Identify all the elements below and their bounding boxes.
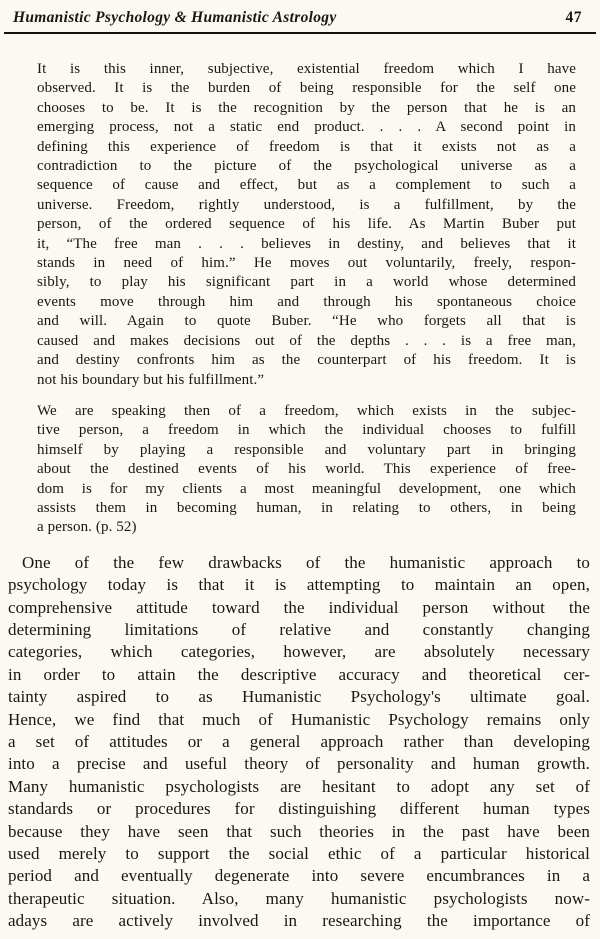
text-line: period and eventually degenerate into severe encumbrances in a [8, 866, 590, 886]
text-line: tive person, a freedom in which the individual chooses to fulfill [37, 422, 576, 439]
text-line: observed. It is the burden of being responsible for the self one [37, 80, 576, 97]
text-line: Many humanistic psychologists are hesitant to adopt any set of [8, 776, 590, 796]
text-line: categories, which categories, however, are absolutely necessary [8, 642, 590, 662]
text-line: dom is for my clients a most meaningful development, one which [37, 480, 576, 497]
text-line: a person. (p. 52) [37, 519, 137, 536]
body-paragraph [8, 552, 590, 933]
text-line: person, of the ordered sequence of his life. As Martin Buber put [37, 216, 576, 233]
text-line: chooses to be. It is the recognition by the person that he is an [37, 99, 576, 116]
text-line: psychology today is that it is attempting to maintain an open, [8, 575, 590, 595]
text-line: One of the few drawbacks of the humanistic approach to [22, 552, 590, 572]
text-line: assists them in becoming human, in relating to others, in being [37, 499, 576, 516]
text-line: about the destined events of his world. This experience of free- [37, 461, 576, 478]
text-line: not his boundary but his fulfillment.” [37, 371, 265, 388]
text-line: in order to attain the descriptive accuracy and theoretical cer- [8, 664, 590, 684]
text-line: and destiny confronts him as the counterpart of his freedom. It is [37, 352, 576, 369]
text-line: tainty aspired to as Humanistic Psychology's ultimate goal. [8, 687, 590, 707]
page-header [0, 9, 600, 27]
text-line: therapeutic situation. Also, many humanistic psychologists now- [8, 888, 590, 908]
block-quote-2 [37, 402, 576, 538]
running-title: Humanistic Psychology & Humanistic Astrology [13, 9, 337, 26]
text-line: used merely to support the social ethic of a particular historical [8, 844, 590, 864]
text-line: standards or procedures for distinguishing different human types [8, 799, 590, 819]
text-line: Hence, we find that much of Humanistic Psychology remains only [8, 709, 590, 729]
text-line: comprehensive attitude toward the individual person without the [8, 597, 590, 617]
text-line: determining limitations of relative and constantly changing [8, 619, 590, 639]
text-line: sequence of cause and effect, but as a complement to such a [37, 177, 576, 194]
text-line: It is this inner, subjective, existential freedom which I have [37, 61, 576, 77]
text-line: and will. Again to quote Buber. “He who forgets all that is [37, 313, 576, 330]
text-line: a set of attitudes or a general approach rather than developing [8, 732, 590, 751]
text-line: into a precise and useful theory of personality and human growth. [8, 754, 590, 774]
text-line: caused and makes decisions out of the depths . . . is a free man, [37, 332, 576, 349]
text-line: himself by playing a responsible and voluntary part in bringing [37, 441, 576, 458]
text-line: adays are actively involved in researching the importance of [8, 911, 590, 931]
text-line: because they have seen that such theories in the past have been [8, 821, 590, 841]
page-number: 47 [565, 9, 582, 26]
block-quote-1 [37, 60, 576, 390]
text-line: it, “The free man . . . believes in destiny, and believes that it [37, 235, 576, 252]
text-line: events move through him and through his spontaneous choice [37, 293, 576, 310]
text-line: stands in need of him.” He moves out voluntarily, freely, respon- [37, 255, 576, 272]
text-line: contradiction to the picture of the psychological universe as a [37, 158, 576, 175]
text-line: We are speaking then of a freedom, which exists in the subjec- [37, 402, 576, 419]
text-line: emerging process, not a static end product. . . . A second point in [37, 119, 576, 136]
header-rule [4, 32, 596, 34]
text-line: defining this experience of freedom is that it exists not as a [37, 138, 576, 155]
text-line: sibly, to play his significant part in a world whose determined [37, 274, 576, 291]
text-line: universe. Freedom, rightly understood, is a fulfillment, by the [37, 196, 576, 213]
